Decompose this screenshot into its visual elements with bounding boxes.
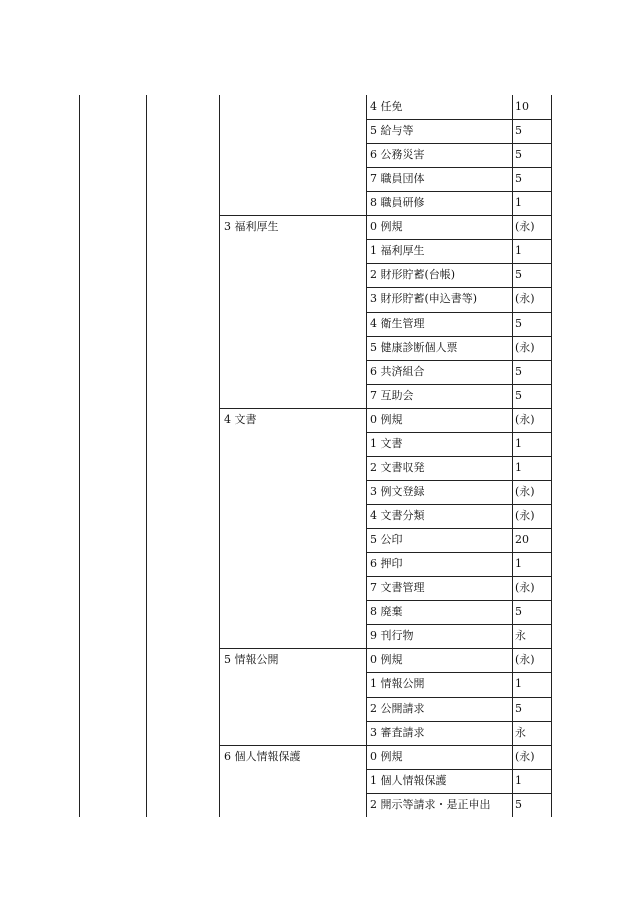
column-rule	[219, 95, 220, 817]
row-rule	[366, 721, 552, 722]
item-cell: 5 健康診断個人票	[370, 340, 458, 354]
item-cell: 8 廃棄	[370, 605, 403, 619]
row-rule	[366, 432, 552, 433]
row-rule	[366, 600, 552, 601]
row-rule	[366, 312, 552, 313]
item-cell: 0 例規	[370, 749, 403, 763]
retention-period-cell: (永)	[515, 220, 535, 234]
retention-period-cell: 5	[515, 388, 522, 402]
row-rule	[366, 287, 552, 288]
item-cell: 2 財形貯蓄(台帳)	[370, 268, 456, 282]
retention-period-cell: (永)	[515, 484, 535, 498]
row-rule	[366, 167, 552, 168]
row-rule	[366, 697, 552, 698]
retention-period-cell: 5	[515, 316, 522, 330]
item-cell: 4 衛生管理	[370, 316, 425, 330]
retention-period-cell: 1	[515, 557, 522, 571]
row-rule	[366, 384, 552, 385]
retention-period-cell: 5	[515, 124, 522, 138]
item-cell: 5 給与等	[370, 124, 414, 138]
section-rule	[219, 408, 552, 409]
item-cell: 7 文書管理	[370, 581, 425, 595]
row-rule	[366, 336, 552, 337]
row-rule	[366, 769, 552, 770]
row-rule	[366, 239, 552, 240]
section-rule	[219, 745, 552, 746]
retention-period-cell: 5	[515, 268, 522, 282]
row-rule	[366, 191, 552, 192]
item-cell: 6 押印	[370, 557, 403, 571]
item-cell: 2 文書収発	[370, 460, 425, 474]
row-rule	[366, 480, 552, 481]
item-cell: 1 福利厚生	[370, 244, 425, 258]
retention-period-cell: 1	[515, 460, 522, 474]
category-cell: 5 情報公開	[224, 653, 279, 667]
item-cell: 8 職員研修	[370, 196, 425, 210]
retention-period-cell: 1	[515, 244, 522, 258]
column-rule	[366, 95, 367, 817]
category-cell: 3 福利厚生	[224, 220, 279, 234]
row-rule	[366, 672, 552, 673]
row-rule	[366, 143, 552, 144]
column-rule	[146, 95, 147, 817]
retention-period-cell: (永)	[515, 653, 535, 667]
retention-period-cell: 20	[515, 533, 529, 547]
item-cell: 0 例規	[370, 412, 403, 426]
retention-period-cell: (永)	[515, 509, 535, 523]
item-cell: 1 情報公開	[370, 677, 425, 691]
section-rule	[219, 215, 552, 216]
item-cell: 7 互助会	[370, 388, 414, 402]
item-cell: 1 文書	[370, 436, 403, 450]
item-cell: 4 任免	[370, 100, 403, 113]
item-cell: 2 公開請求	[370, 701, 425, 715]
column-rule	[551, 95, 552, 817]
row-rule	[366, 456, 552, 457]
category-cell: 6 個人情報保護	[224, 749, 301, 763]
item-cell: 9 刊行物	[370, 629, 414, 643]
item-cell: 4 文書分類	[370, 509, 425, 523]
row-rule	[366, 119, 552, 120]
row-rule	[366, 504, 552, 505]
item-cell: 7 職員団体	[370, 172, 425, 186]
retention-period-cell: 永	[515, 629, 526, 643]
row-rule	[366, 624, 552, 625]
item-cell: 6 共済組合	[370, 364, 425, 378]
item-cell: 0 例規	[370, 653, 403, 667]
item-cell: 3 審査請求	[370, 725, 425, 739]
retention-period-cell: (永)	[515, 340, 535, 354]
item-cell: 1 個人情報保護	[370, 773, 447, 787]
retention-period-cell: 5	[515, 364, 522, 378]
retention-period-cell: (永)	[515, 412, 535, 426]
column-rule	[512, 95, 513, 817]
retention-period-cell: 5	[515, 605, 522, 619]
retention-period-cell: (永)	[515, 292, 535, 306]
row-rule	[366, 263, 552, 264]
retention-period-cell: 1	[515, 196, 522, 210]
row-rule	[366, 528, 552, 529]
retention-period-cell: 5	[515, 148, 522, 162]
item-cell: 0 例規	[370, 220, 403, 234]
row-rule	[366, 360, 552, 361]
section-rule	[219, 648, 552, 649]
retention-period-cell: 1	[515, 436, 522, 450]
retention-period-cell: 1	[515, 773, 522, 787]
row-rule	[366, 576, 552, 577]
retention-period-cell: (永)	[515, 581, 535, 595]
category-cell: 4 文書	[224, 412, 257, 426]
retention-period-cell: 5	[515, 701, 522, 715]
item-cell: 3 財形貯蓄(申込書等)	[370, 292, 478, 306]
item-cell: 2 開示等請求・是正申出	[370, 797, 491, 811]
retention-period-cell: 1	[515, 677, 522, 691]
item-cell: 3 例文登録	[370, 484, 425, 498]
item-cell: 5 公印	[370, 533, 403, 547]
row-rule	[366, 552, 552, 553]
retention-period-cell: (永)	[515, 749, 535, 763]
retention-period-cell: 10	[515, 100, 529, 113]
item-cell: 6 公務災害	[370, 148, 425, 162]
row-rule	[366, 793, 552, 794]
retention-period-cell: 5	[515, 797, 522, 811]
retention-period-cell: 5	[515, 172, 522, 186]
column-rule	[79, 95, 80, 817]
retention-period-cell: 永	[515, 725, 526, 739]
